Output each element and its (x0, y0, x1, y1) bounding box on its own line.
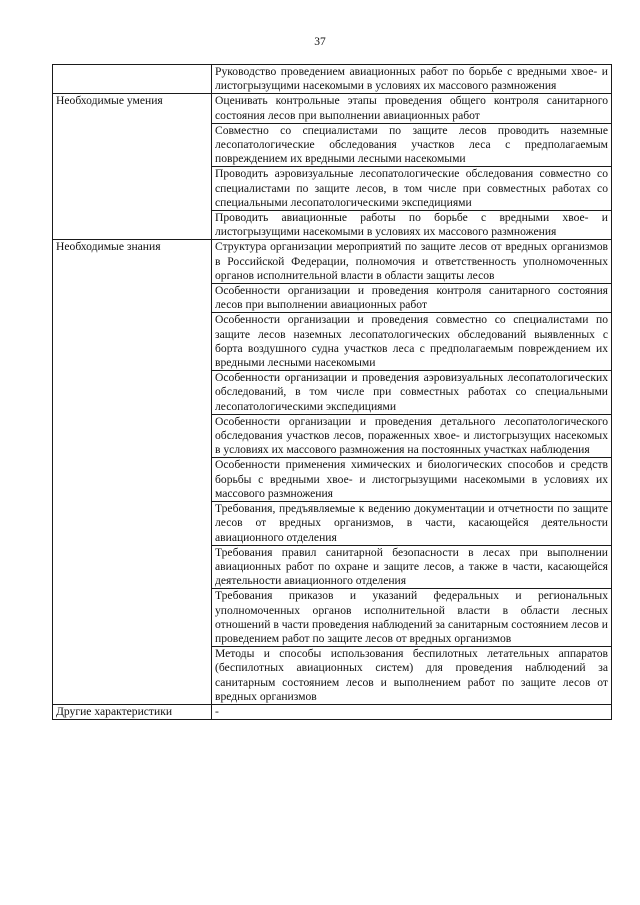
row-item: Проводить авиационные работы по борьбе с вредными хвое- и листогрызущими насекомыми в условиях их массового размножения (212, 211, 612, 240)
row-item: Особенности организации и проведения контроля санитарного состояния лесов при выполнении авиационных работ (212, 284, 612, 313)
row-item: Проводить аэровизуальные лесопатологические обследования совместно со специалистами по защите лесов, в том числе при совместных работах со специальными лесопатологическими экспедициями (212, 167, 612, 211)
row-item: Особенности организации и проведения аэровизуальных лесопатологических обследований, в том числе при совместных работах со специальными лесопатологическими экспедициями (212, 371, 612, 415)
row-item: Особенности организации и проведения совместно со специалистами по защите лесов наземных лесопатологических обследований выявленных с борта воздушного судна участков леса с предполагаемым повреждением их вредными лесными насекомыми (212, 313, 612, 371)
row-item: Оценивать контрольные этапы проведения общего контроля санитарного состояния лесов при выполнении авиационных работ (212, 94, 612, 123)
table-row (53, 240, 612, 284)
table-row (53, 65, 612, 94)
row-item: - (212, 704, 612, 719)
row-item: Совместно со специалистами по защите лесов проводить наземные лесопатологические обследования участков леса с предполагаемым повреждением их вредными лесными насекомыми (212, 123, 612, 167)
row-label: Необходимые знания (53, 240, 212, 705)
row-item: Структура организации мероприятий по защите лесов от вредных организмов в Российской Федерации, полномочия и ответственность уполномоченных органов исполнительной власти в области защиты лесов (212, 240, 612, 284)
page-number: 37 (314, 36, 326, 48)
table-row (53, 704, 612, 719)
characteristics-table (52, 64, 612, 720)
row-item: Требования приказов и указаний федеральных и региональных уполномоченных органов исполнительной власти в области лесных отношений в части проведения наблюдений за санитарным состоянием лесов и проведением работ по защите лесов от вредных организмов (212, 589, 612, 647)
row-item: Требования правил санитарной безопасности в лесах при выполнении авиационных работ по охране и защите лесов, а также в части, касающейся деятельности авиационного отделения (212, 545, 612, 589)
row-label: Необходимые умения (53, 94, 212, 240)
row-label (53, 65, 212, 94)
row-item: Руководство проведением авиационных работ по борьбе с вредными хвое- и листогрызущими насекомыми в условиях их массового размножения (212, 65, 612, 94)
characteristics-table-body (53, 65, 612, 720)
row-label: Другие характеристики (53, 704, 212, 719)
row-item: Особенности применения химических и биологических способов и средств борьбы с вредными хвое- и листогрызущими насекомыми в условиях их массового размножения (212, 458, 612, 502)
row-item: Методы и способы использования беспилотных летательных аппаратов (беспилотных авиационных систем) для проведения наблюдений за санитарным состоянием лесов и выполнением работ по защите лесов от вредных организмов (212, 647, 612, 705)
table-row (53, 94, 612, 123)
row-item: Требования, предъявляемые к ведению документации и отчетности по защите лесов от вредных организмов, в части, касающейся деятельности авиационного отделения (212, 502, 612, 546)
row-item: Особенности организации и проведения детального лесопатологического обследования участков лесов, пораженных хвое- и листогрызущих насекомых в условиях их массового размножения на постоянных участках наблюдения (212, 414, 612, 458)
